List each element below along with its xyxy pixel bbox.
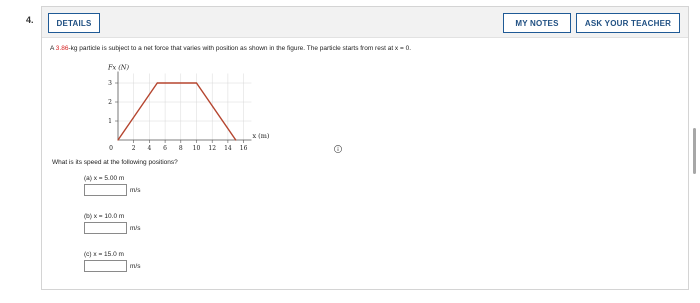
force-data-point — [235, 139, 236, 140]
y-axis-label: Fx (N) — [108, 63, 130, 72]
x-tick-label: 2 — [131, 145, 136, 152]
part-b-answer-row — [84, 222, 140, 234]
mass-value: 3.86 — [55, 45, 69, 52]
part-b-answer-input[interactable] — [84, 222, 127, 234]
y-tick-label: 3 — [108, 80, 112, 87]
question-prompt: What is its speed at the following positions? — [52, 159, 178, 166]
part-a-unit: m/s — [130, 186, 141, 194]
x-tick-label: 16 — [239, 145, 248, 152]
x-axis-label: x (m) — [252, 132, 270, 140]
part-b-label: (b) x = 10.0 m — [84, 213, 125, 220]
force-data-point — [196, 82, 197, 83]
part-c-unit: m/s — [130, 262, 141, 270]
my-notes-button[interactable]: MY NOTES — [503, 13, 571, 33]
origin-label: 0 — [109, 145, 113, 152]
info-circle-icon-dot — [338, 147, 339, 148]
question-header — [42, 7, 688, 38]
force-data-point — [117, 139, 118, 140]
problem-text-after: -kg particle is subject to a net force that varies with position as shown in the figure. The particle starts from rest at x = 0. — [68, 45, 412, 52]
x-tick-label: 8 — [178, 145, 183, 152]
x-tick-label: 14 — [224, 145, 232, 152]
question-panel — [41, 6, 689, 290]
force-series-line — [118, 83, 236, 140]
force-data-point — [157, 82, 158, 83]
x-tick-label: 12 — [208, 145, 217, 152]
problem-text-before: A — [50, 45, 56, 52]
part-c-answer-input[interactable] — [84, 260, 127, 272]
question-number: 4. — [26, 15, 34, 25]
part-c-answer-row — [84, 260, 140, 272]
ask-your-teacher-button[interactable]: ASK YOUR TEACHER — [576, 13, 680, 33]
part-b-unit: m/s — [130, 224, 141, 232]
part-a-answer-row — [84, 184, 140, 196]
details-button[interactable]: DETAILS — [48, 13, 100, 33]
problem-statement — [50, 45, 411, 52]
x-tick-label: 10 — [192, 145, 201, 152]
part-a-label: (a) x = 5.00 m — [84, 175, 125, 182]
x-tick-label: 4 — [147, 145, 152, 152]
y-tick-label: 1 — [108, 118, 112, 125]
x-tick-label: 6 — [163, 145, 168, 152]
page-scrollbar[interactable] — [693, 128, 696, 174]
force-position-chart — [90, 61, 360, 161]
part-a-answer-input[interactable] — [84, 184, 127, 196]
part-c-label: (c) x = 15.0 m — [84, 251, 124, 258]
y-tick-label: 2 — [108, 99, 112, 106]
